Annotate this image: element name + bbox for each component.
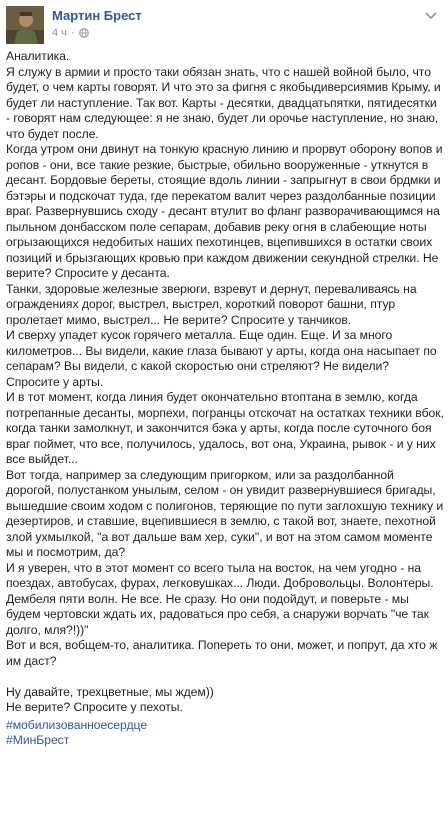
globe-icon[interactable]: [79, 28, 89, 38]
avatar-image: [6, 6, 44, 44]
post-timestamp[interactable]: 4 ч: [52, 27, 67, 39]
post-meta: [52, 27, 89, 39]
paragraph: Ну давайте, трехцветные, мы ждем)): [6, 684, 214, 699]
chevron-down-icon[interactable]: [424, 10, 438, 20]
paragraph: Вот тогда, например за следующим пригорком, или за раздолбанной дорогой, полустанком унылым, селом - он увидит развернувшиеся бригады, вышедшие своим ходом с полигонов, теряющие по пути заглохшую технику и дезертиров, и ставшие, вцепившиеся в землю, с такой вот, знаете, пехотной злой ухмылкой, "а вот дальше вам хер, суки", и вот на этом самом моменте мы и посмотрим, да?: [6, 467, 444, 559]
hashtag-list: [6, 718, 444, 749]
post-body: [6, 49, 444, 749]
avatar[interactable]: [6, 6, 44, 44]
paragraph: Когда утром они двинут на тонкую красную линию и прорвут оборону вопов и ропов - они, все такие резкие, быстрые, обильно вооруженные - уткнутся в десант. Бордовые береты, стоящие вдоль линии - запрыгнут в свои брдмки и бэтэры и подскочат туда, где перекатом валит через раздолбанные позиции враг. Развернувшись сходу - десант втулит во фланг разворачивающимся на пыльном донбасском поле сепарам, добавив реку огня в слабеющие ноты огрызающихся недобитых наших пехотинцев, вцепившихся в остатки своих позиций и брызгающих кровью при каждом движении секундной стрелки. Не верите? Спросите у десанта.: [6, 142, 443, 280]
paragraph-spacer: [6, 669, 444, 685]
author-name[interactable]: Мартин Брест: [52, 8, 142, 23]
paragraph: Аналитика.: [6, 49, 70, 63]
paragraph: Вот и вся, вобщем-то, аналитика. Попереть то они, может, и попрут, да хто ж им даст?: [6, 638, 438, 668]
post-header: [6, 4, 442, 44]
paragraph: Не верите? Спросите у пехоты.: [6, 700, 183, 714]
paragraph: Танки, здоровые железные зверюги, взревут и дернут, переваливаясь на ограждениях дорог, выстрел, выстрел, короткий поворот башни, птур пролетает мимо, выстрел... Не верите? Спросите у танчиков.: [6, 281, 417, 327]
paragraph: И сверху упадет кусок горячего металла. Еще один. Еще. И за много километров... Вы видели, какие глаза бывают у арты, когда она насыпает по сепарам? Вы видели, с какой скоростью они стреляют? Не видели? Спросите у арты.: [6, 328, 437, 389]
paragraph: И я уверен, что в этот момент со всего тыла на восток, на чем угодно - на поездах, автобусах, фурах, легковушках... Люди. Добровольцы. Волонтеры. Дембеля пяти волн. Не все. Не сразу. Но они подойдут, и поверьте - мы будем чертовски ждать их, радоваться про себя, а снаружи ворчать "че так долго, мля?!))": [6, 560, 434, 637]
meta-separator: ·: [70, 27, 75, 39]
paragraph: И в тот момент, когда линия будет окончательно втоптана в землю, когда потрепанные десанты, морпехи, погранцы отскочат на остатках техники вбок, когда танки замолкнут, и закончится бэка у арты, когда после суточного боя враг поймет, что все, получилось, удалось, вот она, Украина, рывок - и у них все выйдет...: [6, 390, 444, 466]
hashtag-link[interactable]: #МинБрест: [6, 733, 70, 747]
paragraph: Я служу в армии и просто таки обязан знать, что с нашей войной было, что будет, о чем карты говорят. И что это за фигня с якобыдиверсиямив Крыму, и будет ли наступление. Так вот. Карты - десятки, двадцатьпятки, пятидесятки - говорят нам следующее: я не знаю, будет ли орочье наступление, но знаю, что будет после.: [6, 64, 441, 141]
hashtag-link[interactable]: #мобилизованноесердце: [6, 717, 148, 732]
